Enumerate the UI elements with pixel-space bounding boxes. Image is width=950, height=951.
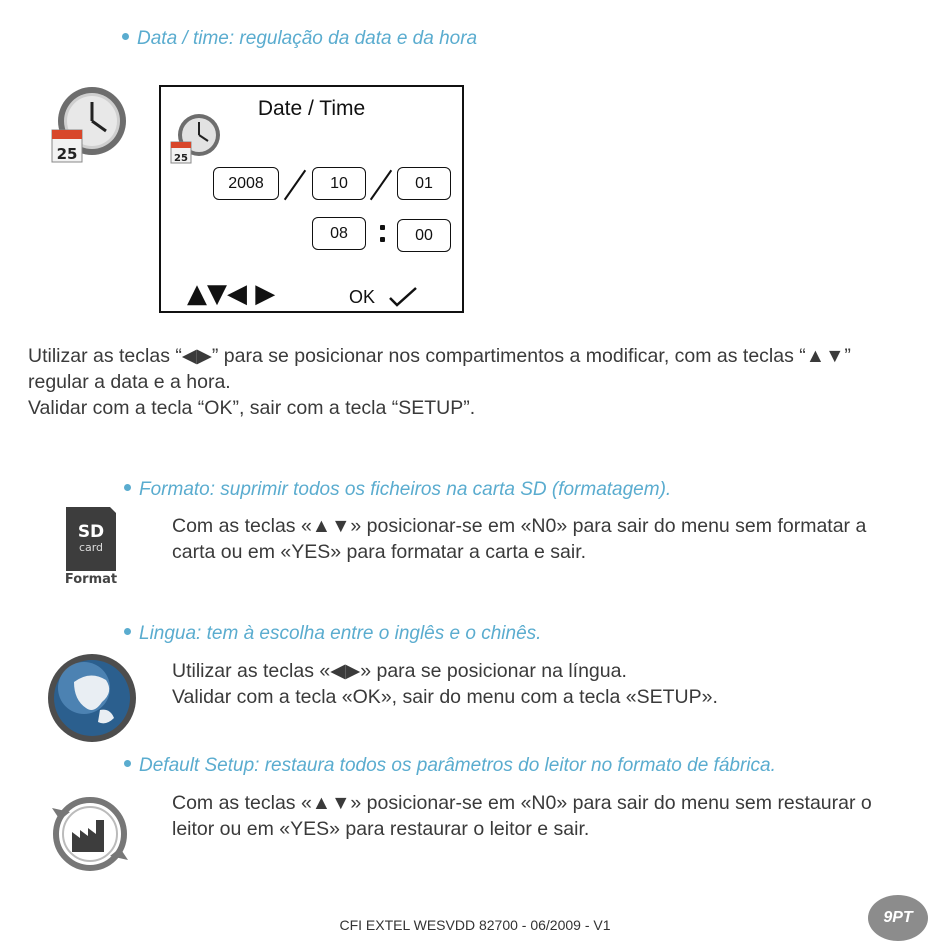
text-line: regular a data e a hora. bbox=[28, 371, 231, 393]
svg-text:card: card bbox=[78, 541, 104, 554]
date-separator bbox=[370, 170, 392, 201]
text-line: Com as teclas «▲▼» posicionar-se em «N0» para sair do menu sem restaurar o bbox=[172, 792, 872, 814]
text-line: Validar com a tecla “OK”, sair com a tecla “SETUP”. bbox=[28, 397, 476, 419]
ok-label bbox=[349, 285, 418, 308]
section-heading-datetime bbox=[122, 28, 477, 50]
date-separator bbox=[284, 170, 306, 201]
globe-icon bbox=[44, 652, 140, 744]
svg-text:Format: Format bbox=[64, 572, 118, 587]
bullet-dot bbox=[124, 484, 131, 491]
ok-text: OK bbox=[349, 287, 376, 307]
section-heading-format bbox=[124, 479, 671, 501]
time-colon bbox=[380, 225, 385, 230]
day-field[interactable]: 01 bbox=[397, 167, 451, 200]
datetime-instructions bbox=[28, 343, 928, 421]
text-line: leitor ou em «YES» para restaurar o leitor e sair. bbox=[172, 818, 590, 840]
format-instructions bbox=[172, 513, 932, 565]
footer: CFI EXTEL WESVDD 82700 - 06/2009 - V1 bbox=[339, 917, 611, 933]
bullet-dot bbox=[122, 33, 129, 40]
time-colon bbox=[380, 237, 385, 242]
page-badge: 9PT bbox=[868, 895, 928, 941]
heading-text: Default Setup: restaura todos os parâmetros do leitor no formato de fábrica. bbox=[139, 755, 776, 776]
year-field[interactable]: 2008 bbox=[213, 167, 279, 200]
calendar-clock-icon bbox=[169, 113, 227, 165]
text-line: Utilizar as teclas “◀▶” para se posicionar nos compartimentos a modificar, com as teclas “▲▼” bbox=[28, 345, 851, 367]
heading-text: Lingua: tem à escolha entre o inglês e o chinês. bbox=[139, 623, 542, 644]
month-field[interactable]: 10 bbox=[312, 167, 366, 200]
text-line: Validar com a tecla «OK», sair do menu com a tecla «SETUP». bbox=[172, 686, 718, 708]
svg-text:SD: SD bbox=[77, 522, 105, 542]
language-instructions bbox=[172, 658, 932, 710]
hour-field[interactable]: 08 bbox=[312, 217, 366, 250]
minute-field[interactable]: 00 bbox=[397, 219, 451, 252]
factory-reset-icon bbox=[48, 790, 132, 880]
navigation-arrows: ▲▼◀ ▶ bbox=[187, 279, 276, 309]
bullet-dot bbox=[124, 628, 131, 635]
text-line: carta ou em «YES» para formatar a carta e sair. bbox=[172, 541, 587, 563]
text-line: Com as teclas «▲▼» posicionar-se em «N0» para sair do menu sem formatar a bbox=[172, 515, 867, 537]
svg-text:25: 25 bbox=[56, 145, 78, 163]
default-instructions bbox=[172, 790, 932, 842]
svg-text:25: 25 bbox=[174, 153, 188, 164]
calendar-clock-icon bbox=[48, 86, 132, 166]
text-line: Utilizar as teclas «◀▶» para se posicionar na língua. bbox=[172, 660, 627, 682]
bullet-dot bbox=[124, 760, 131, 767]
checkmark-icon bbox=[388, 285, 418, 307]
section-heading-language bbox=[124, 623, 541, 645]
datetime-screen bbox=[159, 85, 464, 313]
screen-title: Date / Time bbox=[257, 97, 366, 120]
sd-card-format-icon bbox=[52, 505, 126, 587]
heading-text: Data / time: regulação da data e da hora bbox=[137, 28, 478, 49]
section-heading-default bbox=[124, 755, 776, 777]
heading-text: Formato: suprimir todos os ficheiros na carta SD (formatagem). bbox=[139, 479, 672, 500]
